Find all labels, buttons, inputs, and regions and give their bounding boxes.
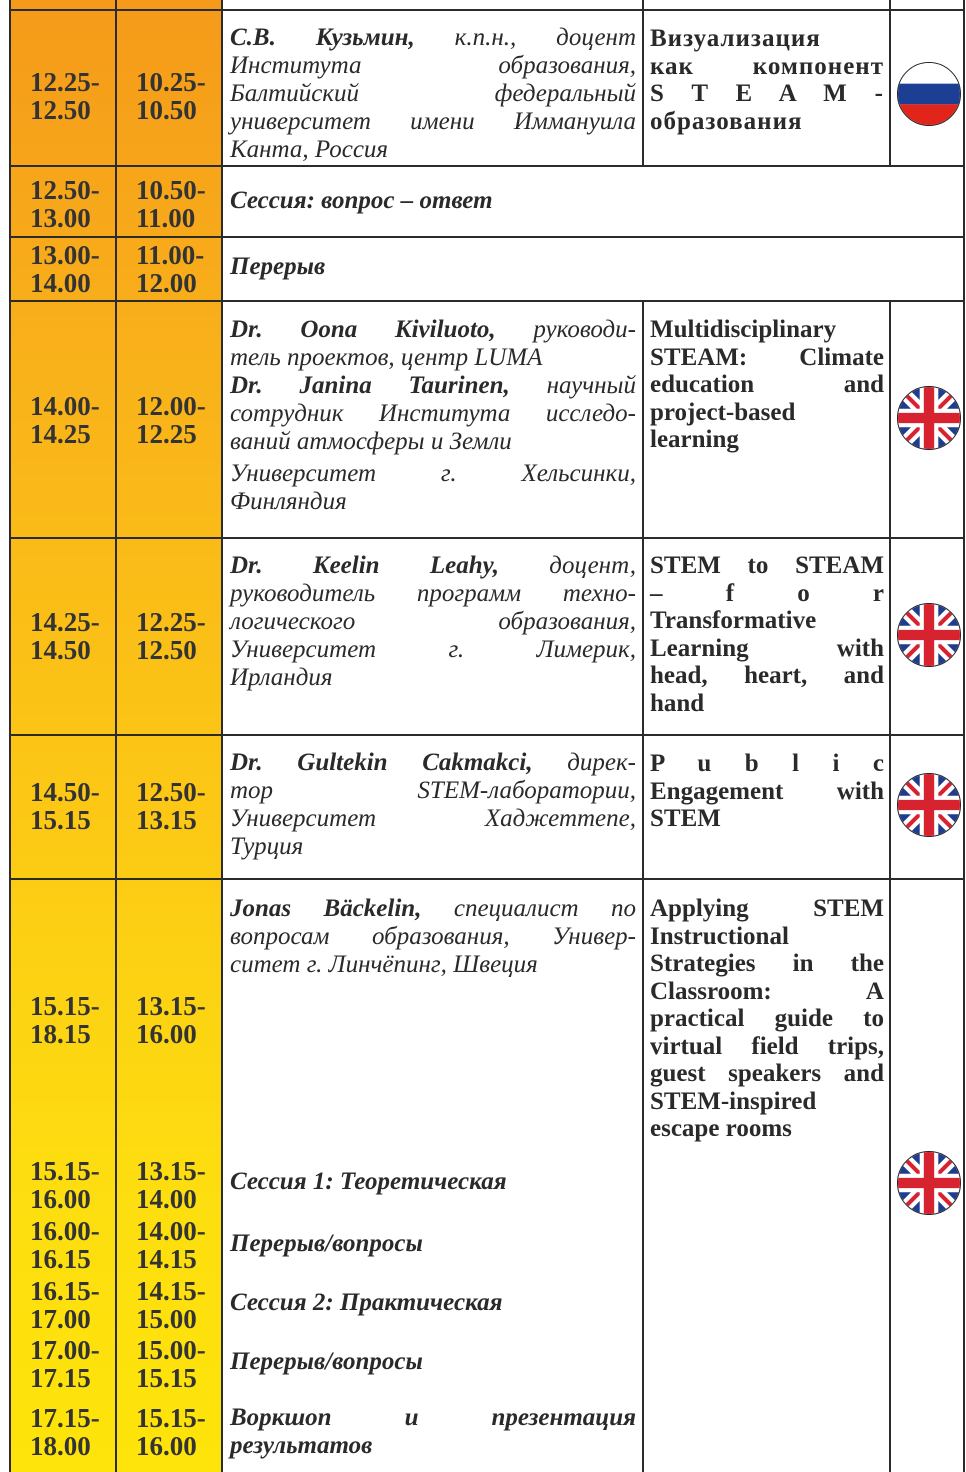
- talk-title: Multidisciplinary STEAM: Climate education and project-based learning: [650, 316, 884, 453]
- grid-line: [9, 9, 964, 11]
- local-time: 14.50- 15.15: [30, 777, 100, 835]
- subsession-label: Перерыв/вопросы: [230, 1230, 423, 1257]
- talk-title: STEM to STEAM – f o r Transformative Learning with head, heart, and hand: [650, 552, 884, 717]
- local-time: 15.15- 16.00: [30, 1156, 100, 1214]
- utc-time: 13.15- 16.00: [136, 991, 206, 1049]
- utc-time: 12.00- 12.25: [136, 391, 206, 449]
- utc-time: 14.00- 14.15: [136, 1216, 206, 1274]
- grid-line: [9, 165, 964, 167]
- local-time: 15.15- 18.15: [30, 991, 100, 1049]
- subsession-label: Перерыв/вопросы: [230, 1348, 423, 1375]
- utc-time: 15.00- 15.15: [136, 1335, 206, 1393]
- speaker-name: Dr. Oona Kiviluoto,: [230, 316, 496, 343]
- speaker-name: Dr. Janina Taurinen,: [230, 372, 510, 399]
- local-time: 16.00- 16.15: [30, 1216, 100, 1274]
- grid-line: [9, 0, 11, 1472]
- uk-flag-icon: [897, 386, 961, 450]
- uk-flag-icon: [897, 1151, 961, 1215]
- local-time: 12.25- 12.50: [30, 67, 100, 125]
- utc-time: 10.50- 11.00: [136, 175, 206, 233]
- speaker-info: С.В. Кузьмин, к.п.н., доцент Института образования, Балтийский федеральный университет имени Иммануила Канта, Россия: [230, 24, 637, 163]
- uk-flag-icon: [897, 773, 961, 837]
- uk-flag-icon: [897, 603, 961, 667]
- grid-line: [221, 0, 223, 1472]
- grid-line: [642, 0, 644, 165]
- speaker-info: Jonas Bäckelin, специалист по вопросам образования, Универ- ситет г. Линчёпинг, Швеция: [230, 895, 637, 978]
- local-time: 12.50- 13.00: [30, 175, 100, 233]
- session-label: Перерыв: [230, 253, 326, 280]
- grid-line: [963, 0, 965, 1472]
- grid-line: [115, 0, 117, 1472]
- grid-line: [9, 537, 964, 539]
- utc-time: 14.15- 15.00: [136, 1276, 206, 1334]
- local-time: 14.25- 14.50: [30, 607, 100, 665]
- speaker-info: Dr. Keelin Leahy, доцент, руководитель программ техно- логического образования, Университет г. Лимерик, Ирландия: [230, 552, 636, 691]
- grid-line: [889, 300, 891, 1472]
- russia-flag-icon: [897, 62, 961, 126]
- grid-line: [642, 300, 644, 1472]
- speaker-name: Jonas Bäckelin,: [230, 895, 422, 922]
- utc-time: 15.15- 16.00: [136, 1403, 206, 1461]
- speaker-info: Dr. Oona Kiviluoto, руководи- тель проектов, центр LUMA Dr. Janina Taurinen, научный сотрудник Института исследо- ваний атмосферы и Земли Университет г. Хельсинки, Финляндия: [230, 316, 637, 515]
- grid-line: [9, 734, 964, 736]
- utc-time: 13.15- 14.00: [136, 1156, 206, 1214]
- speaker-name: Dr. Keelin Leahy,: [230, 552, 500, 579]
- speaker-name: С.В. Кузьмин,: [230, 24, 415, 51]
- utc-time: 12.25- 12.50: [136, 607, 206, 665]
- local-time: 16.15- 17.00: [30, 1276, 100, 1334]
- local-time: 13.00- 14.00: [30, 240, 100, 298]
- utc-time: 10.25- 10.50: [136, 67, 206, 125]
- speaker-info: Dr. Gultekin Cakmakci, дирек- тор STEM-лаборатории, Университет Хаджеттепе, Турция: [230, 749, 636, 860]
- session-label: Сессия: вопрос – ответ: [230, 187, 493, 214]
- talk-title: Applying STEM Instructional Strategies in the Classroom: A practical guide to virtual field trips, guest speakers and STEM-inspired escape rooms: [650, 895, 884, 1142]
- speaker-name: Dr. Gultekin Cakmakci,: [230, 749, 533, 776]
- grid-line: [889, 0, 891, 165]
- talk-title: Визуализация как компонент S T E A M - образования: [650, 25, 884, 135]
- grid-line: [9, 300, 964, 302]
- grid-line: [9, 236, 964, 238]
- local-time: 17.00- 17.15: [30, 1335, 100, 1393]
- local-time: 17.15- 18.00: [30, 1403, 100, 1461]
- utc-time: 11.00- 12.00: [136, 240, 205, 298]
- subsession-label: Сессия 2: Практическая: [230, 1289, 503, 1316]
- utc-time: 12.50- 13.15: [136, 777, 206, 835]
- talk-title: P u b l i c Engagement with STEM: [650, 750, 884, 832]
- subsession-label: Воркшоп и презентация результатов: [230, 1404, 636, 1459]
- subsession-label: Сессия 1: Теоретическая: [230, 1168, 507, 1195]
- local-time: 14.00- 14.25: [30, 391, 100, 449]
- grid-line: [9, 878, 964, 880]
